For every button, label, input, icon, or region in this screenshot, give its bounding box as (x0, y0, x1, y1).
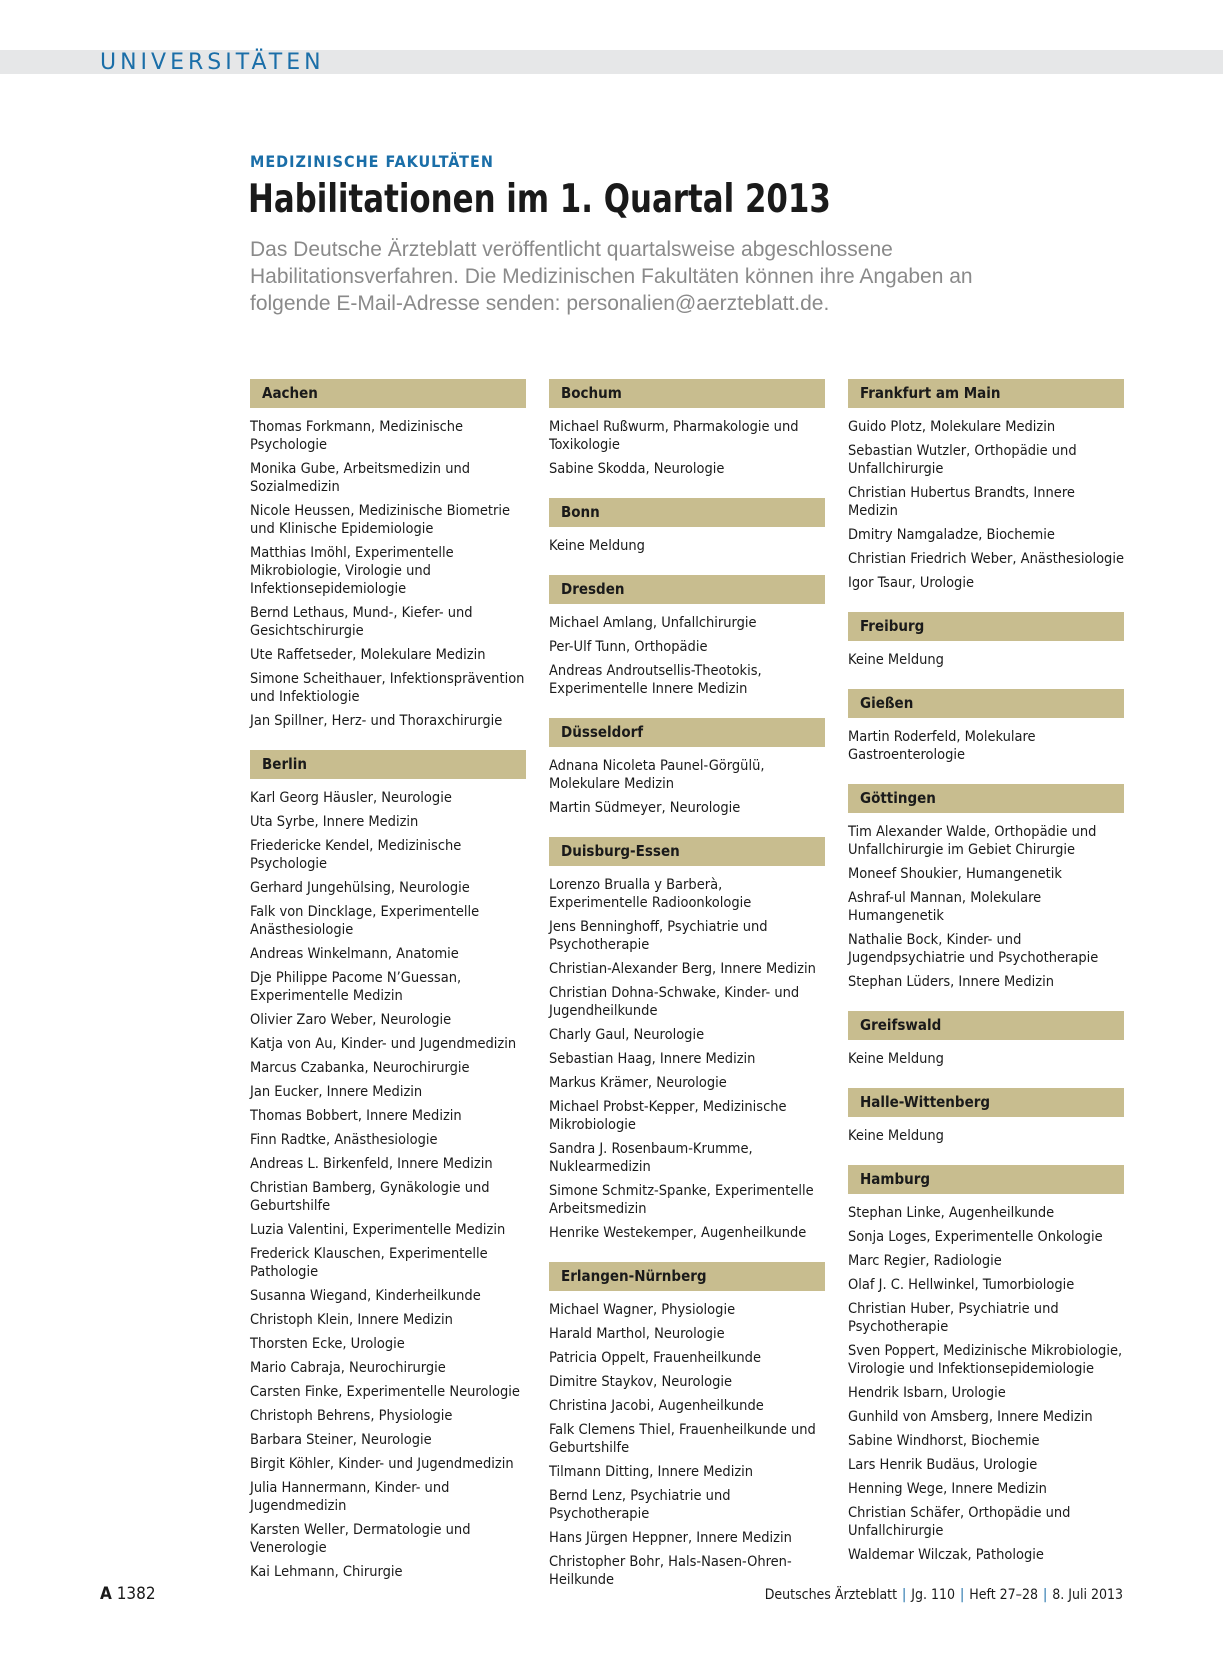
habilitation-entry: Dmitry Namgaladze, Biochemie (848, 527, 1055, 543)
university-section (549, 379, 825, 478)
university-section (848, 1088, 1124, 1145)
university-section (549, 575, 825, 698)
journal-name: Deutsches Ärzteblatt (764, 1587, 898, 1603)
habilitation-entry: Dje Philippe Pacome N’Guessan, Experimentelle Medizin (250, 970, 462, 1004)
habilitation-entry: Michael Probst-Kepper, Medizinische Mikrobiologie (549, 1099, 787, 1133)
habilitation-entry: Michael Amlang, Unfallchirurgie (549, 615, 757, 631)
university-section (848, 1011, 1124, 1068)
habilitation-entry: Hans Jürgen Heppner, Innere Medizin (549, 1530, 792, 1546)
university-section (848, 784, 1124, 991)
habilitation-entry: Keine Meldung (848, 1128, 944, 1144)
university-section (549, 1262, 825, 1589)
habilitation-entry: Ute Raffetseder, Molekulare Medizin (250, 647, 486, 663)
university-heading: Frankfurt am Main (848, 379, 1124, 408)
habilitation-entry: Lorenzo Brualla y Barberà, Experimentelle Radioonkologie (549, 877, 752, 911)
habilitation-entry: Christopher Bohr, Hals-Nasen-Ohren-Heilkunde (549, 1554, 792, 1588)
university-heading: Erlangen-Nürnberg (549, 1262, 825, 1291)
university-section (848, 379, 1124, 592)
habilitation-entry: Christian Hubertus Brandts, Innere Medizin (848, 485, 1075, 519)
habilitation-entry: Karl Georg Häusler, Neurologie (250, 790, 452, 806)
habilitation-entry: Frederick Klauschen, Experimentelle Pathologie (250, 1246, 488, 1280)
university-heading: Hamburg (848, 1165, 1124, 1194)
column-2 (549, 379, 825, 1609)
habilitation-entry: Christian Schäfer, Orthopädie und Unfallchirurgie (848, 1505, 1071, 1539)
habilitation-entry: Friedericke Kendel, Medizinische Psychologie (250, 838, 462, 872)
footer-separator: | (960, 1587, 965, 1603)
habilitation-entry: Falk Clemens Thiel, Frauenheilkunde und Geburtshilfe (549, 1422, 816, 1456)
habilitation-entry: Ashraf-ul Mannan, Molekulare Humangenetik (848, 890, 1042, 924)
article-title: Habilitationen im 1. Quartal 2013 (248, 177, 831, 222)
habilitation-entry: Guido Plotz, Molekulare Medizin (848, 419, 1056, 435)
habilitation-entry: Andreas L. Birkenfeld, Innere Medizin (250, 1156, 493, 1172)
habilitation-entry: Martin Südmeyer, Neurologie (549, 800, 741, 816)
university-section (848, 689, 1124, 764)
habilitation-entry: Patricia Oppelt, Frauenheilkunde (549, 1350, 761, 1366)
habilitation-entry: Olivier Zaro Weber, Neurologie (250, 1012, 452, 1028)
habilitation-entry: Tim Alexander Walde, Orthopädie und Unfallchirurgie im Gebiet Chirurgie (848, 824, 1097, 858)
habilitation-entry: Michael Rußwurm, Pharmakologie und Toxikologie (549, 419, 799, 453)
article-kicker: MEDIZINISCHE FAKULTÄTEN (250, 152, 494, 171)
university-section (549, 837, 825, 1242)
habilitation-entry: Charly Gaul, Neurologie (549, 1027, 705, 1043)
habilitation-entry: Christian Bamberg, Gynäkologie und Geburtshilfe (250, 1180, 490, 1214)
habilitation-entry: Martin Roderfeld, Molekulare Gastroenterologie (848, 729, 1036, 763)
habilitation-entry: Sabine Windhorst, Biochemie (848, 1433, 1040, 1449)
habilitation-entry: Sven Poppert, Medizinische Mikrobiologie, Virologie und Infektionsepidemiologie (848, 1343, 1123, 1377)
habilitation-entry: Keine Meldung (848, 1051, 944, 1067)
habilitation-entry: Sonja Loges, Experimentelle Onkologie (848, 1229, 1103, 1245)
university-section (250, 379, 526, 730)
university-section (549, 498, 825, 555)
habilitation-entry: Christoph Behrens, Physiologie (250, 1408, 453, 1424)
habilitation-entry: Monika Gube, Arbeitsmedizin und Sozialmedizin (250, 461, 471, 495)
habilitation-entry: Gerhard Jungehülsing, Neurologie (250, 880, 470, 896)
journal-volume: Jg. 110 (911, 1587, 956, 1603)
habilitation-entry: Per-Ulf Tunn, Orthopädie (549, 639, 708, 655)
university-heading: Freiburg (848, 612, 1124, 641)
habilitation-entry: Karsten Weller, Dermatologie und Venerologie (250, 1522, 471, 1556)
university-heading: Duisburg-Essen (549, 837, 825, 866)
habilitation-entry: Henning Wege, Innere Medizin (848, 1481, 1047, 1497)
habilitation-entry: Keine Meldung (549, 538, 645, 554)
habilitation-entry: Christian Huber, Psychiatrie und Psychotherapie (848, 1301, 1059, 1335)
habilitation-entry: Jan Spillner, Herz- und Thoraxchirurgie (250, 713, 503, 729)
habilitation-entry: Andreas Winkelmann, Anatomie (250, 946, 459, 962)
habilitation-entry: Moneef Shoukier, Humangenetik (848, 866, 1062, 882)
university-heading: Dresden (549, 575, 825, 604)
footer-separator: | (1042, 1587, 1048, 1603)
university-heading: Gießen (848, 689, 1124, 718)
habilitation-entry: Falk von Dincklage, Experimentelle Anästhesiologie (250, 904, 480, 938)
habilitation-entry: Keine Meldung (848, 652, 944, 668)
habilitation-entry: Sebastian Wutzler, Orthopädie und Unfallchirurgie (848, 443, 1077, 477)
journal-footer (765, 1587, 1123, 1603)
habilitation-entry: Olaf J. C. Hellwinkel, Tumorbiologie (848, 1277, 1075, 1293)
habilitation-entry: Kai Lehmann, Chirurgie (250, 1564, 403, 1580)
habilitation-entry: Susanna Wiegand, Kinderheilkunde (250, 1288, 481, 1304)
habilitation-entry: Carsten Finke, Experimentelle Neurologie (250, 1384, 520, 1400)
habilitation-entry: Harald Marthol, Neurologie (549, 1326, 725, 1342)
university-heading: Greifswald (848, 1011, 1124, 1040)
habilitation-entry: Luzia Valentini, Experimentelle Medizin (250, 1222, 506, 1238)
page-number (100, 1584, 156, 1604)
habilitation-entry: Christian Dohna-Schwake, Kinder- und Jugendheilkunde (549, 985, 800, 1019)
university-heading: Halle-Wittenberg (848, 1088, 1124, 1117)
university-heading: Düsseldorf (549, 718, 825, 747)
university-section (549, 718, 825, 817)
habilitation-entry: Michael Wagner, Physiologie (549, 1302, 736, 1318)
journal-issue: Heft 27–28 (969, 1587, 1038, 1603)
page-prefix: A (100, 1584, 112, 1604)
habilitation-entry: Christian-Alexander Berg, Innere Medizin (549, 961, 816, 977)
habilitation-entry: Simone Schmitz-Spanke, Experimentelle Arbeitsmedizin (549, 1183, 814, 1217)
habilitation-entry: Lars Henrik Budäus, Urologie (848, 1457, 1038, 1473)
habilitation-entry: Marcus Czabanka, Neurochirurgie (250, 1060, 470, 1076)
university-heading: Aachen (250, 379, 526, 408)
habilitation-entry: Sebastian Haag, Innere Medizin (549, 1051, 756, 1067)
university-heading: Bonn (549, 498, 825, 527)
habilitation-entry: Julia Hannermann, Kinder- und Jugendmedizin (250, 1480, 450, 1514)
habilitation-entry: Thomas Forkmann, Medizinische Psychologie (250, 419, 464, 453)
article-intro: Das Deutsche Ärzteblatt veröffentlicht quartalsweise abgeschlossene Habilitationsverfahren. Die Medizinischen Fakultäten können ihre Angaben an folgende E-Mail-Adresse senden: personalien@aerzteblatt.de. (250, 238, 973, 315)
habilitation-entry: Dimitre Staykov, Neurologie (549, 1374, 733, 1390)
habilitation-entry: Markus Krämer, Neurologie (549, 1075, 727, 1091)
habilitation-entry: Birgit Köhler, Kinder- und Jugendmedizin (250, 1456, 514, 1472)
footer-separator: | (902, 1587, 907, 1603)
habilitation-entry: Uta Syrbe, Innere Medizin (250, 814, 419, 830)
habilitation-entry: Christian Friedrich Weber, Anästhesiologie (848, 551, 1124, 567)
page-number-value: 1382 (116, 1584, 156, 1604)
university-heading: Göttingen (848, 784, 1124, 813)
habilitation-entry: Jan Eucker, Innere Medizin (250, 1084, 423, 1100)
habilitation-entry: Stephan Linke, Augenheilkunde (848, 1205, 1055, 1221)
habilitation-entry: Mario Cabraja, Neurochirurgie (250, 1360, 446, 1376)
habilitation-entry: Thomas Bobbert, Innere Medizin (250, 1108, 462, 1124)
journal-date: 8. Juli 2013 (1052, 1587, 1123, 1603)
habilitation-entry: Adnana Nicoleta Paunel-Görgülü, Molekulare Medizin (549, 758, 765, 792)
habilitation-entry: Hendrik Isbarn, Urologie (848, 1385, 1006, 1401)
habilitation-entry: Nathalie Bock, Kinder- und Jugendpsychiatrie und Psychotherapie (848, 932, 1099, 966)
habilitation-entry: Bernd Lenz, Psychiatrie und Psychotherapie (549, 1488, 731, 1522)
habilitation-entry: Marc Regier, Radiologie (848, 1253, 1002, 1269)
habilitation-entry: Matthias Imöhl, Experimentelle Mikrobiologie, Virologie und Infektionsepidemiologie (250, 545, 454, 597)
habilitation-entry: Christina Jacobi, Augenheilkunde (549, 1398, 764, 1414)
habilitation-entry: Christoph Klein, Innere Medizin (250, 1312, 453, 1328)
university-heading: Bochum (549, 379, 825, 408)
habilitation-entry: Bernd Lethaus, Mund-, Kiefer- und Gesichtschirurgie (250, 605, 473, 639)
column-3 (848, 379, 1124, 1584)
habilitation-entry: Gunhild von Amsberg, Innere Medizin (848, 1409, 1093, 1425)
habilitation-entry: Stephan Lüders, Innere Medizin (848, 974, 1054, 990)
habilitation-entry: Jens Benninghoff, Psychiatrie und Psychotherapie (549, 919, 768, 953)
university-section (848, 1165, 1124, 1564)
habilitation-entry: Igor Tsaur, Urologie (848, 575, 974, 591)
university-heading: Berlin (250, 750, 526, 779)
section-label: UNIVERSITÄTEN (100, 50, 325, 75)
habilitation-entry: Sandra J. Rosenbaum-Krumme, Nuklearmedizin (549, 1141, 753, 1175)
university-section (848, 612, 1124, 669)
habilitation-entry: Nicole Heussen, Medizinische Biometrie und Klinische Epidemiologie (250, 503, 511, 537)
habilitation-entry: Henrike Westekemper, Augenheilkunde (549, 1225, 807, 1241)
habilitation-entry: Andreas Androutsellis-Theotokis, Experimentelle Innere Medizin (549, 663, 762, 697)
habilitation-entry: Finn Radtke, Anästhesiologie (250, 1132, 438, 1148)
habilitation-entry: Waldemar Wilczak, Pathologie (848, 1547, 1044, 1563)
habilitation-entry: Barbara Steiner, Neurologie (250, 1432, 432, 1448)
university-section (250, 750, 526, 1581)
habilitation-entry: Sabine Skodda, Neurologie (549, 461, 725, 477)
column-1 (250, 379, 526, 1601)
habilitation-entry: Thorsten Ecke, Urologie (250, 1336, 405, 1352)
habilitation-entry: Katja von Au, Kinder- und Jugendmedizin (250, 1036, 517, 1052)
habilitation-entry: Tilmann Ditting, Innere Medizin (549, 1464, 754, 1480)
habilitation-entry: Simone Scheithauer, Infektionsprävention und Infektiologie (250, 671, 525, 705)
